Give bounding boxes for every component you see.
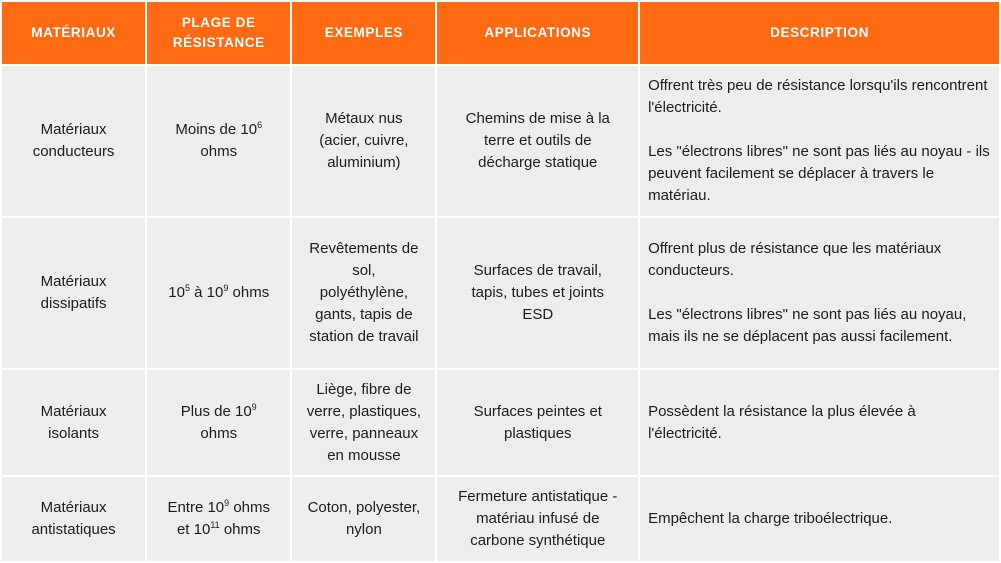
applications-line: Surfaces de travail,: [473, 262, 602, 279]
resistance-cell: [147, 370, 290, 475]
table-header: [2, 2, 999, 64]
examples-line: Coton, polyester,: [307, 499, 421, 516]
resistance-prefix: Moins de 10: [175, 121, 258, 138]
description-paragraph: Empêchent la charge triboélectrique.: [648, 510, 893, 527]
examples-line: station de travail: [309, 328, 419, 345]
table-body: [2, 66, 999, 561]
table-row: [2, 477, 999, 561]
applications-cell: [437, 370, 638, 475]
examples-line: polyéthylène,: [319, 284, 409, 301]
applications-line: terre et outils de: [483, 132, 592, 149]
description-cell: [640, 218, 999, 368]
examples-line: (acier, cuivre,: [319, 132, 409, 149]
examples-line: en mousse: [327, 446, 401, 464]
resistance-unit: ohms: [200, 424, 238, 442]
applications-cell: [437, 477, 638, 561]
applications-line: plastiques: [504, 424, 572, 442]
resistance-unit: ohms: [200, 143, 238, 160]
examples-line: nylon: [345, 521, 382, 538]
examples-line: Métaux nus: [325, 110, 403, 127]
examples-line: Liège, fibre de: [316, 380, 412, 398]
applications-line: tapis, tubes et joints: [471, 284, 605, 301]
material-line1: Matériaux: [40, 121, 107, 138]
material-cell: [2, 218, 145, 368]
applications-cell: [437, 218, 638, 368]
description-paragraph: Possèdent la résistance la plus élevée à l'électricité.: [648, 402, 916, 442]
material-line1: Matériaux: [40, 273, 107, 290]
resistance-cell: [147, 66, 290, 216]
resistance-base: 10: [168, 284, 185, 301]
description-cell: [640, 477, 999, 561]
examples-cell: [292, 218, 435, 368]
resistance-unit: ohms: [229, 499, 271, 516]
resistance-prefix: et 10: [176, 521, 211, 538]
applications-line: matériau infusé de: [476, 510, 600, 527]
header-description: DESCRIPTION: [640, 2, 999, 64]
description-cell: [640, 66, 999, 216]
applications-line: Fermeture antistatique -: [458, 488, 618, 505]
resistance-exponent: 11: [210, 520, 220, 530]
material-cell: [2, 477, 145, 561]
examples-line: verre, plastiques,: [306, 402, 421, 420]
header-row: [2, 2, 999, 64]
header-examples: EXEMPLES: [292, 2, 435, 64]
examples-line: Revêtements de: [309, 240, 419, 257]
material-line1: Matériaux: [40, 402, 107, 420]
applications-line: carbone synthétique: [470, 532, 606, 549]
description-paragraph: Offrent très peu de résistance lorsqu'ils rencontrent l'électricité.: [648, 77, 988, 116]
resistance-middle: à 10: [189, 284, 224, 301]
material-line1: Matériaux: [40, 499, 107, 516]
header-resistance-line2: RÉSISTANCE: [172, 35, 265, 50]
examples-line: gants, tapis de: [315, 306, 413, 323]
description-cell: [640, 370, 999, 475]
resistance-exponent: 5: [184, 283, 190, 293]
resistance-unit: ohms: [228, 284, 270, 301]
resistance-cell: [147, 218, 290, 368]
material-line2: dissipatifs: [40, 295, 107, 312]
resistance-exponent: 9: [224, 498, 230, 508]
applications-line: Chemins de mise à la: [465, 110, 610, 127]
material-line2: isolants: [48, 424, 99, 442]
examples-cell: [292, 477, 435, 561]
header-material: MATÉRIAUX: [2, 2, 145, 64]
table-row: [2, 218, 999, 368]
applications-line: Surfaces peintes et: [473, 402, 602, 420]
material-cell: [2, 66, 145, 216]
resistance-unit: ohms: [219, 521, 261, 538]
examples-line: aluminium): [327, 154, 401, 171]
examples-line: sol,: [352, 262, 376, 279]
header-applications: APPLICATIONS: [437, 2, 638, 64]
table-row: [2, 66, 999, 216]
resistance-exponent: 9: [223, 283, 229, 293]
resistance-exponent: 9: [251, 401, 257, 412]
applications-line: décharge statique: [478, 154, 598, 171]
description-paragraph: Les "électrons libres" ne sont pas liés au noyau, mais ils ne se déplacent pas aussi facilement.: [648, 306, 967, 345]
material-line2: antistatiques: [31, 521, 116, 538]
applications-line: ESD: [522, 306, 554, 323]
resistance-cell: [147, 477, 290, 561]
header-resistance-line1: PLAGE DE: [181, 15, 256, 30]
examples-cell: [292, 66, 435, 216]
applications-cell: [437, 66, 638, 216]
material-cell: [2, 370, 145, 475]
description-paragraph: Les "électrons libres" ne sont pas liés au noyau - ils peuvent facilement se déplacer à travers le matériau.: [648, 143, 990, 204]
resistance-prefix: Entre 10: [167, 499, 225, 516]
resistance-exponent: 6: [257, 120, 263, 130]
resistance-prefix: Plus de 10: [180, 402, 252, 420]
examples-line: verre, panneaux: [309, 424, 419, 442]
table-row: [2, 370, 999, 475]
examples-cell: [292, 370, 435, 475]
material-line2: conducteurs: [32, 143, 115, 160]
description-paragraph: Offrent plus de résistance que les matériaux conducteurs.: [648, 240, 942, 279]
header-resistance: [147, 2, 290, 64]
